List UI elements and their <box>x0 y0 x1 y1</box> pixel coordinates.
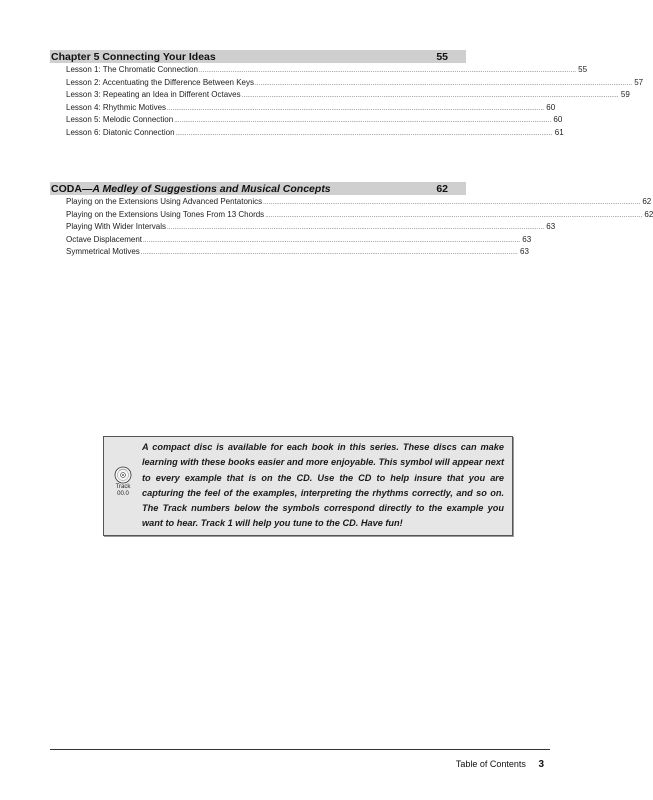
leader-dots: .......................................................................................................................................................................................................... <box>143 237 521 244</box>
toc-entry-page: 61 <box>554 127 564 137</box>
leader-dots: .......................................................................................................................................................................................................... <box>175 130 553 137</box>
toc-entry-page: 60 <box>553 115 563 124</box>
coda-title-lead: CODA— <box>51 182 93 195</box>
coda-page: 62 <box>436 182 448 195</box>
leader-dots: .......................................................................................................................................................................................................... <box>263 200 641 206</box>
toc-entry-label: Lesson 3: Repeating an Idea in Different Octaves <box>66 90 241 99</box>
toc-entry[interactable] <box>66 209 653 223</box>
toc-entry-page: 63 <box>522 234 532 244</box>
toc-entry-label: Symmetrical Motives <box>66 247 140 256</box>
toc-entry-page: 59 <box>620 90 630 99</box>
coda-section <box>50 182 653 260</box>
toc-entry-label: Lesson 1: The Chromatic Connection <box>66 65 198 74</box>
leader-dots: .......................................................................................................................................................................................................... <box>174 118 552 124</box>
toc-entry-page: 57 <box>634 77 644 87</box>
cd-track-number: 00.0 <box>117 491 129 497</box>
cd-note-box <box>103 436 513 536</box>
toc-entry[interactable] <box>66 65 588 78</box>
toc-entry-label: Playing on the Extensions Using Advanced Pentatonics <box>66 197 263 206</box>
cd-icon <box>114 466 132 484</box>
toc-entry[interactable] <box>66 234 532 248</box>
coda-lessons <box>50 197 653 260</box>
cd-track-symbol <box>110 466 136 498</box>
coda-header[interactable] <box>50 182 466 195</box>
toc-entry-page: 63 <box>520 247 529 256</box>
toc-entry-label: Playing on the Extensions Using Tones From 13 Chords <box>66 209 265 219</box>
coda-title-rest: A Medley of Suggestions and Musical Concepts <box>92 182 331 195</box>
toc-entry[interactable] <box>66 247 529 260</box>
page-footer <box>456 759 544 770</box>
toc-entry[interactable] <box>66 222 556 235</box>
chapter-5-title: Chapter 5 Connecting Your Ideas <box>51 50 216 63</box>
cd-note-text: A compact disc is available for each book in this series. These discs can make learning with these books easier and more enjoyable. This symbol will appear next to every example that is on the CD. Use the CD to help insure that you are capturing the feel of the examples, interpreting the rhythms correctly, and so on. The Track numbers below the symbols correspond directly to the example you want to hear. Track 1 will help you tune to the CD. Have fun! <box>142 442 504 529</box>
toc-entry-page: 62 <box>642 197 652 206</box>
toc-entry[interactable] <box>66 77 644 91</box>
toc-entry-label: Lesson 6: Diatonic Connection <box>66 127 175 137</box>
footer-divider <box>50 749 550 750</box>
toc-entry-page: 63 <box>546 222 556 231</box>
leader-dots: .......................................................................................................................................................................................................... <box>265 212 643 219</box>
toc-entry[interactable] <box>66 197 652 210</box>
leader-dots: .......................................................................................................................................................................................................... <box>198 68 577 74</box>
page-number: 3 <box>538 759 544 770</box>
leader-dots: .......................................................................................................................................................................................................... <box>241 93 619 99</box>
footer-label: Table of Contents <box>455 759 526 769</box>
toc-entry-label: Playing With Wider Intervals <box>66 222 167 231</box>
leader-dots: .......................................................................................................................................................................................................... <box>167 225 545 231</box>
cd-track-label: Track <box>115 484 131 490</box>
leader-dots: .......................................................................................................................................................................................................... <box>167 105 545 112</box>
toc-entry-page: 55 <box>578 65 588 74</box>
chapter-5-lessons <box>50 65 644 140</box>
toc-entry[interactable] <box>66 90 630 103</box>
toc-entry-page: 62 <box>644 209 653 219</box>
coda-title <box>51 183 331 195</box>
leader-dots: .......................................................................................................................................................................................................... <box>254 80 633 87</box>
toc-entry[interactable] <box>66 102 556 116</box>
chapter-5-header[interactable] <box>50 50 466 63</box>
chapter-5-page: 55 <box>436 50 448 63</box>
toc-entry-label: Lesson 2: Accentuating the Difference Between Keys <box>66 77 254 87</box>
leader-dots: .......................................................................................................................................................................................................... <box>140 250 518 256</box>
toc-entry-label: Lesson 4: Rhythmic Motives <box>66 102 167 112</box>
chapter-5-section <box>50 50 644 140</box>
toc-entry-label: Lesson 5: Melodic Connection <box>66 115 174 124</box>
toc-entry[interactable] <box>66 127 564 141</box>
toc-entry-label: Octave Displacement <box>66 234 143 244</box>
toc-entry-page: 60 <box>546 102 556 112</box>
toc-entry[interactable] <box>66 115 563 128</box>
